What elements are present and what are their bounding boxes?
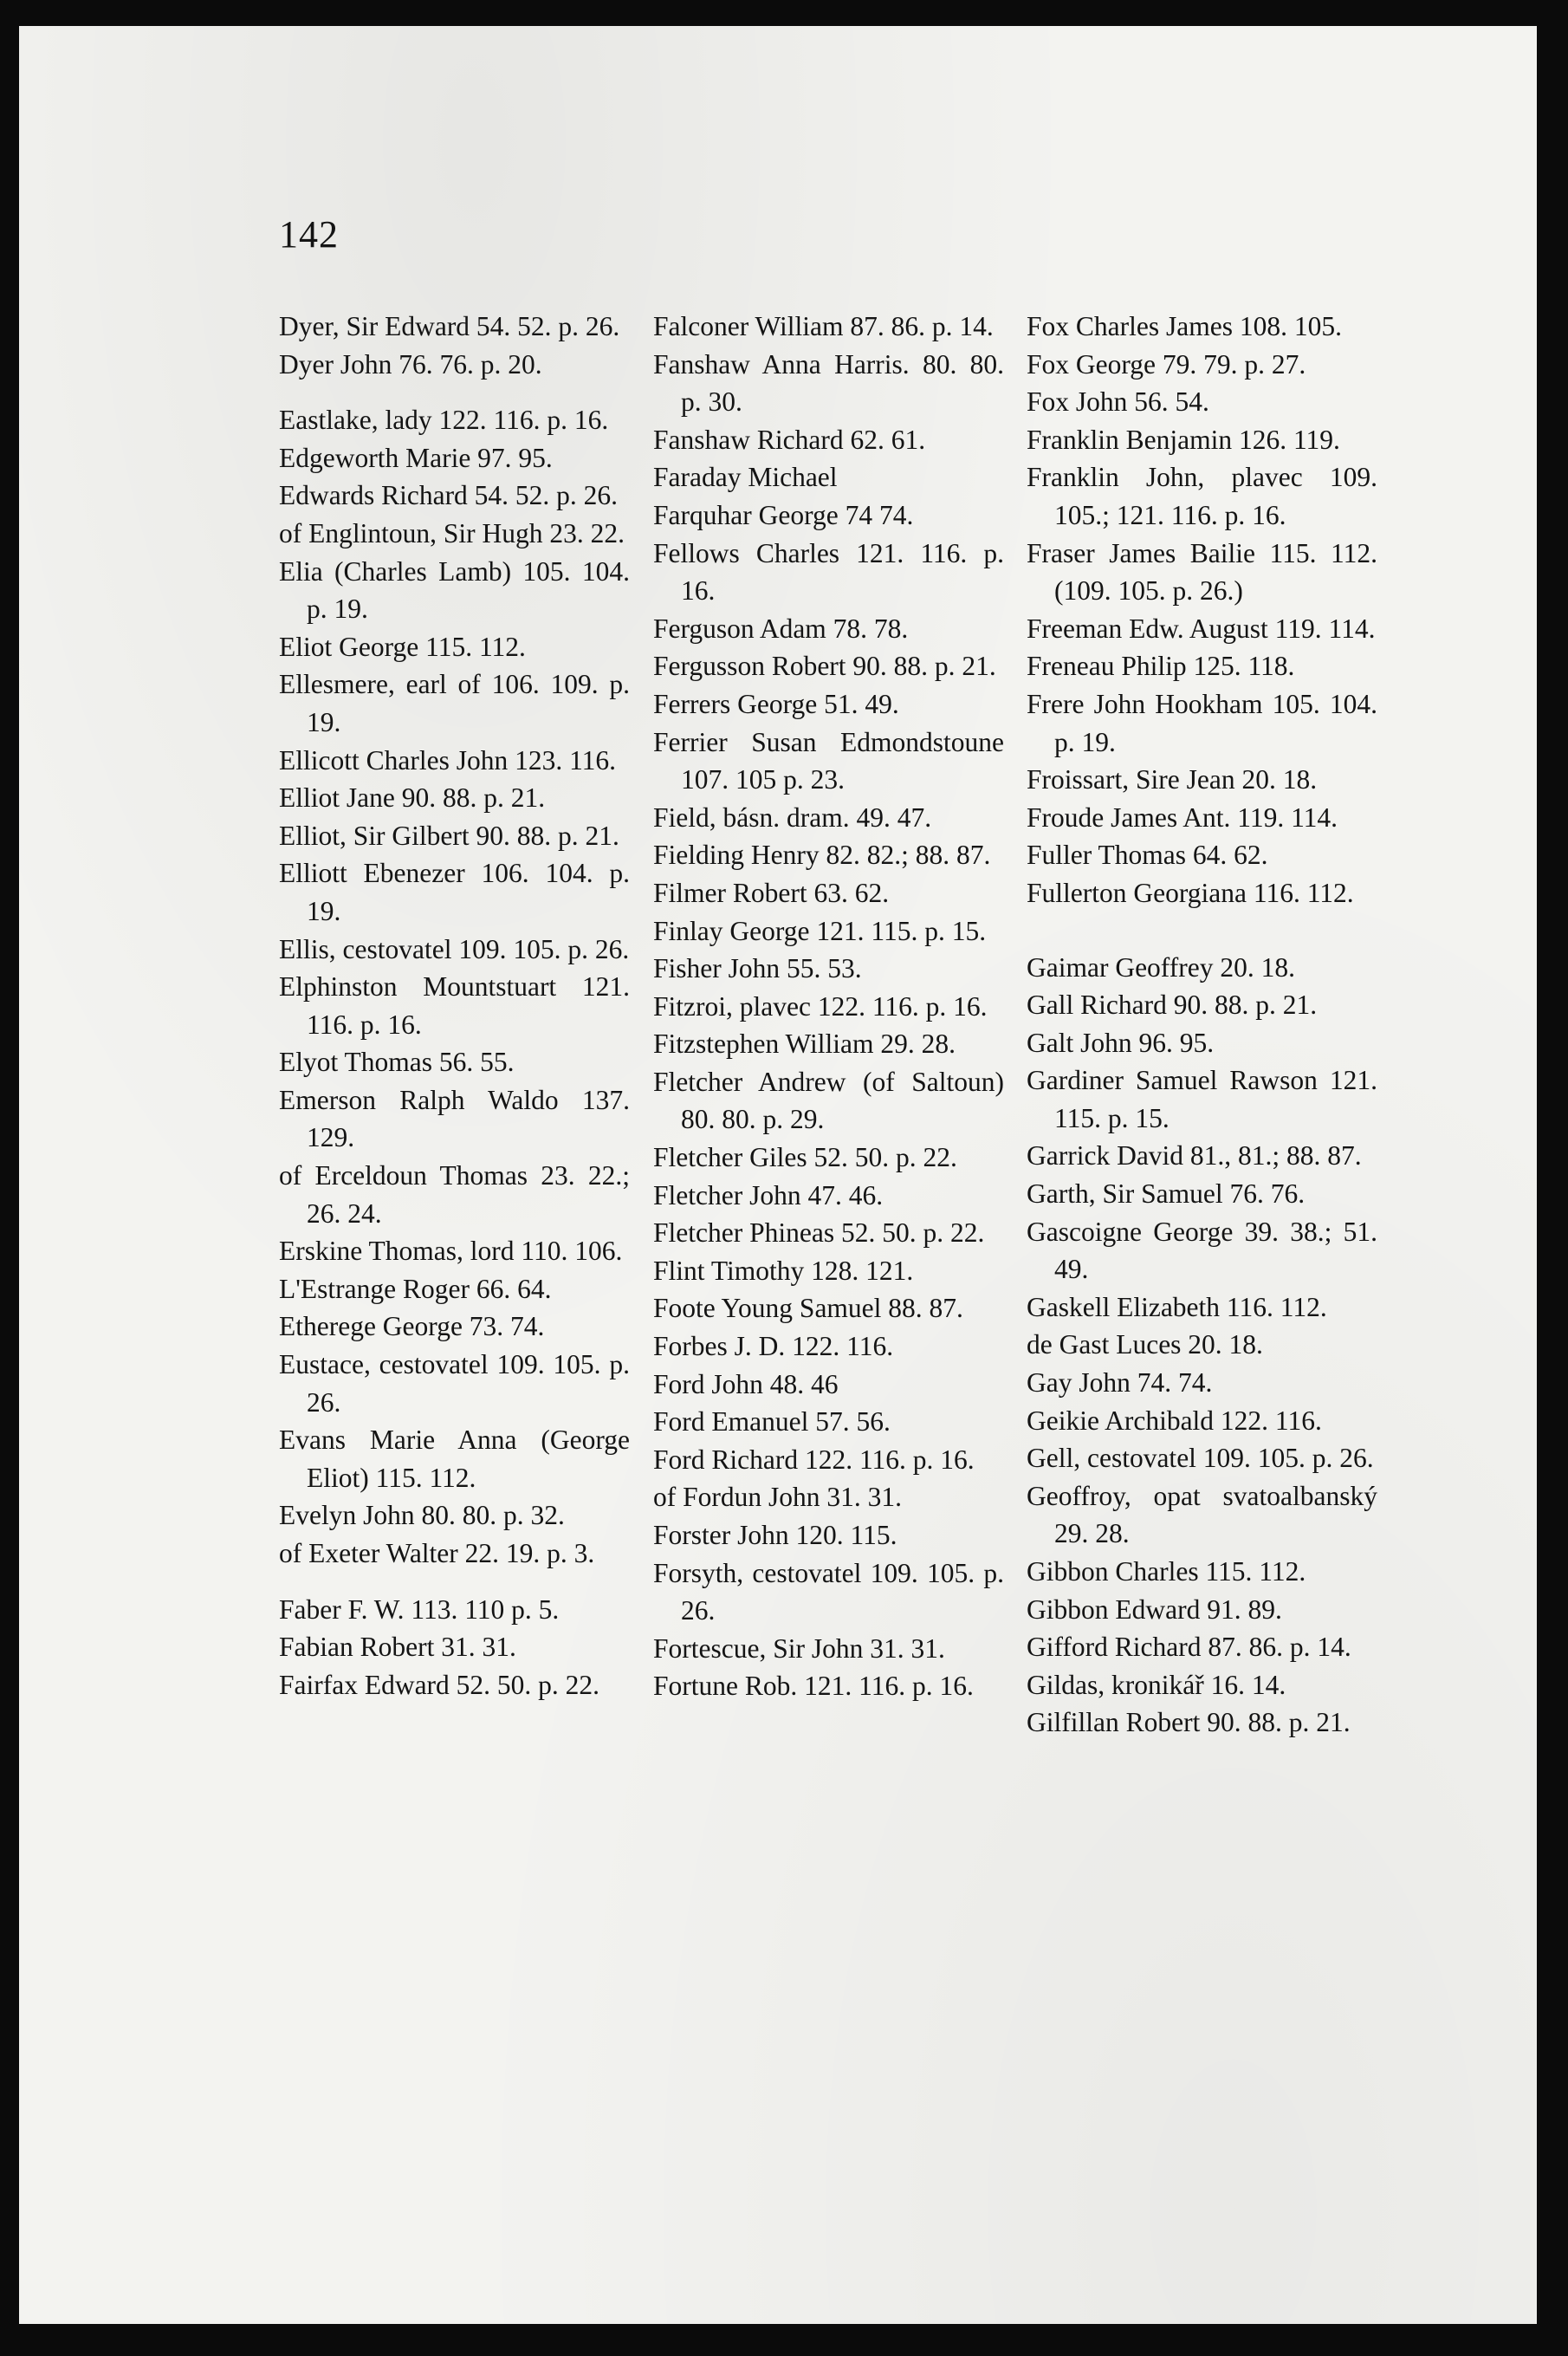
index-entry: Elphinston Mountstuart 121. 116. p. 16.	[279, 971, 630, 1040]
index-entry: Ferrier Susan Edmondstoune 107. 105 p. 23.	[653, 726, 1004, 795]
index-entry: Forbes J. D. 122. 116.	[653, 1331, 894, 1362]
index-entry: Dyer John 76. 76. p. 20.	[279, 348, 542, 380]
index-entry: of Fordun John 31. 31.	[653, 1482, 903, 1513]
index-entry: Froude James Ant. 119. 114.	[1027, 802, 1338, 833]
index-entry: Ferguson Adam 78. 78.	[653, 613, 909, 644]
index-column-3	[1027, 308, 1377, 1742]
index-entry: Fletcher Andrew (of Saltoun) 80. 80. p. 29.	[653, 1066, 1004, 1135]
index-entry: Fanshaw Richard 62. 61.	[653, 424, 926, 455]
index-entry: Forster John 120. 115.	[653, 1520, 897, 1550]
index-entry: Fanshaw Anna Harris. 80. 80. p. 30.	[653, 348, 1004, 418]
index-entry: Gay John 74. 74.	[1027, 1367, 1213, 1399]
index-entry: Gibbon Charles 115. 112.	[1027, 1556, 1306, 1587]
index-entry: Fox John 56. 54.	[1027, 386, 1209, 418]
index-entry: Eliot George 115. 112.	[279, 631, 526, 662]
index-entry: Ellicott Charles John 123. 116.	[279, 744, 617, 776]
index-entry: Gaskell Elizabeth 116. 112.	[1027, 1291, 1327, 1322]
index-entry: Fortune Rob. 121. 116. p. 16.	[653, 1671, 974, 1702]
index-entry: Fletcher John 47. 46.	[653, 1179, 884, 1210]
index-entry: Freeman Edw. August 119. 114.	[1027, 613, 1376, 644]
index-entry: Dyer, Sir Edward 54. 52. p. 26.	[279, 311, 620, 341]
index-entry: Evans Marie Anna (George Eliot) 115. 112.	[279, 1425, 630, 1493]
index-entry: Freneau Philip 125. 118.	[1027, 651, 1295, 682]
index-column-2	[653, 308, 1004, 1705]
index-entry: Fox George 79. 79. p. 27.	[1027, 348, 1306, 380]
index-entry: Falconer William 87. 86. p. 14.	[653, 311, 994, 341]
index-entry: Flint Timothy 128. 121.	[653, 1255, 914, 1286]
index-entry: Ellis, cestovatel 109. 105. p. 26.	[279, 933, 630, 964]
book-page	[19, 26, 1537, 2324]
index-entry: Elliot, Sir Gilbert 90. 88. p. 21.	[279, 820, 619, 851]
index-entry: Ford Emanuel 57. 56.	[653, 1406, 891, 1438]
index-entry: Gilfillan Robert 90. 88. p. 21.	[1027, 1707, 1351, 1738]
index-entry: Gaimar Geoffrey 20. 18.	[1027, 951, 1295, 983]
index-entry: Fabian Robert 31. 31.	[279, 1632, 516, 1663]
index-entry: Geoffroy, opat svatoalbanský 29. 28.	[1027, 1480, 1377, 1549]
index-entry: Eustace, cestovatel 109. 105. p. 26.	[279, 1349, 630, 1418]
index-entry: L'Estrange Roger 66. 64.	[279, 1273, 552, 1304]
index-entry: of Englintoun, Sir Hugh 23. 22.	[279, 517, 625, 548]
index-entry: Filmer Robert 63. 62.	[653, 877, 890, 908]
index-entry: Garth, Sir Samuel 76. 76.	[1027, 1178, 1306, 1210]
index-entry: Fraser James Bailie 115. 112. (109. 105. p. 26.)	[1027, 537, 1377, 607]
index-entry: Fletcher Phineas 52. 50. p. 22.	[653, 1217, 985, 1249]
index-entry: Edgeworth Marie 97. 95.	[279, 442, 553, 473]
index-entry: Eastlake, lady 122. 116. p. 16.	[279, 405, 609, 436]
index-entry: Foote Young Samuel 88. 87.	[653, 1293, 963, 1324]
index-entry: Fielding Henry 82. 82.; 88. 87.	[653, 840, 991, 871]
index-entry: Gildas, kronikář 16. 14.	[1027, 1669, 1286, 1700]
index-entry: Gibbon Edward 91. 89.	[1027, 1593, 1282, 1625]
index-entry: Edwards Richard 54. 52. p. 26.	[279, 480, 619, 511]
index-entry: de Gast Luces 20. 18.	[1027, 1329, 1263, 1360]
index-entry: Fitzstephen William 29. 28.	[653, 1029, 956, 1060]
index-entry: Erskine Thomas, lord 110. 106.	[279, 1236, 623, 1267]
index-entry: Fairfax Edward 52. 50. p. 22.	[279, 1669, 600, 1700]
index-entry: Etherege George 73. 74.	[279, 1311, 545, 1342]
index-entry: Franklin Benjamin 126. 119.	[1027, 424, 1340, 455]
index-entry: Fox Charles James 108. 105.	[1027, 311, 1342, 341]
index-entry: Emerson Ralph Waldo 137. 129.	[279, 1084, 630, 1153]
index-entry: Fisher John 55. 53.	[653, 953, 862, 984]
index-entry: Fellows Charles 121. 116. p. 16.	[653, 537, 1004, 607]
index-entry: Froissart, Sire Jean 20. 18.	[1027, 764, 1318, 795]
index-entry: Gall Richard 90. 88. p. 21.	[1027, 990, 1318, 1021]
index-entry: Fuller Thomas 64. 62.	[1027, 840, 1268, 871]
index-entry: Farquhar George 74 74.	[653, 499, 914, 530]
index-entry: Franklin John, plavec 109. 105.; 121. 116. p. 16.	[1027, 462, 1377, 530]
index-entry: Ford Richard 122. 116. p. 16.	[653, 1444, 975, 1475]
index-entry: Field, básn. dram. 49. 47.	[653, 802, 932, 833]
index-entry: Galt John 96. 95.	[1027, 1027, 1215, 1058]
index-entry: Elliot Jane 90. 88. p. 21.	[279, 782, 546, 814]
index-entry: Garrick David 81., 81.; 88. 87.	[1027, 1140, 1362, 1172]
index-entry: Frere John Hookham 105. 104. p. 19.	[1027, 688, 1377, 757]
index-entry: Gifford Richard 87. 86. p. 14.	[1027, 1632, 1351, 1663]
index-entry: Geikie Archibald 122. 116.	[1027, 1405, 1322, 1436]
index-entry: Gardiner Samuel Rawson 121. 115. p. 15.	[1027, 1065, 1377, 1133]
index-entry: Fortescue, Sir John 31. 31.	[653, 1632, 945, 1664]
index-entry: Evelyn John 80. 80. p. 32.	[279, 1500, 565, 1531]
index-entry: Gascoigne George 39. 38.; 51. 49.	[1027, 1216, 1377, 1285]
index-entry: Gell, cestovatel 109. 105. p. 26.	[1027, 1443, 1374, 1474]
index-entry: Fitzroi, plavec 122. 116. p. 16.	[653, 990, 988, 1022]
index-entry: Faraday Michael	[653, 462, 838, 493]
index-entry: Elia (Charles Lamb) 105. 104. p. 19.	[279, 555, 630, 625]
index-entry: Fletcher Giles 52. 50. p. 22.	[653, 1142, 957, 1173]
index-entry: Fergusson Robert 90. 88. p. 21.	[653, 651, 996, 682]
index-entry: Ferrers George 51. 49.	[653, 688, 899, 719]
index-entry: Faber F. W. 113. 110 p. 5.	[279, 1593, 560, 1625]
index-entry: Ford John 48. 46	[653, 1368, 839, 1399]
index-entry: of Erceldoun Thomas 23. 22.; 26. 24.	[279, 1160, 630, 1229]
index-entry: Forsyth, cestovatel 109. 105. p. 26.	[653, 1557, 1004, 1626]
index-entry: Ellesmere, earl of 106. 109. p. 19.	[279, 669, 630, 737]
index-column-1	[279, 308, 630, 1704]
index-entry: Elliott Ebenezer 106. 104. p. 19.	[279, 858, 630, 926]
index-entry: of Exeter Walter 22. 19. p. 3.	[279, 1538, 595, 1568]
page-number: 142	[279, 213, 339, 256]
index-entry: Elyot Thomas 56. 55.	[279, 1047, 515, 1078]
index-entry: Fullerton Georgiana 116. 112.	[1027, 877, 1354, 908]
index-entry: Finlay George 121. 115. p. 15.	[653, 915, 987, 946]
